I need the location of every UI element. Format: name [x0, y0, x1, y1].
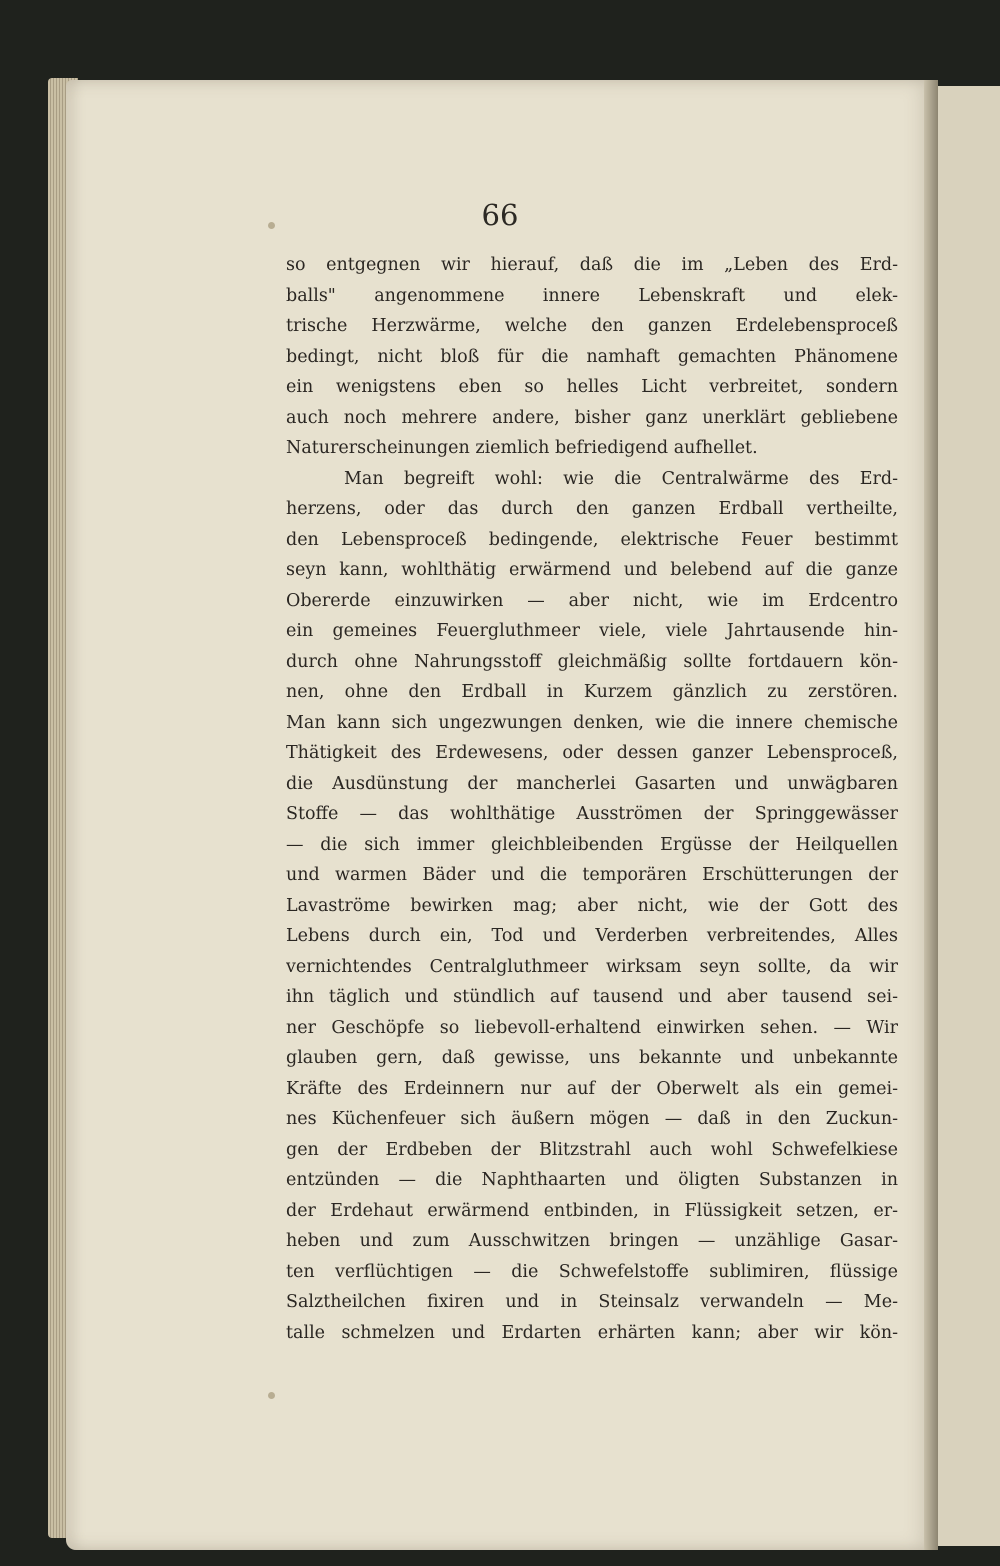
text-line: gen der Erdbeben der Blitzstrahl auch wohl Schwefelkiese	[286, 1139, 898, 1160]
text-line: talle schmelzen und Erdarten erhärten kann; aber wir kön-	[286, 1322, 898, 1343]
text-line: Kräfte des Erdeinnern nur auf der Oberwelt als ein gemei-	[286, 1078, 898, 1099]
text-line: heben und zum Ausschwitzen bringen — unzählige Gasar-	[286, 1231, 898, 1251]
text-line: ein gemeines Feuergluthmeer viele, viele Jahrtausende hin-	[286, 621, 898, 641]
text-line: Salztheilchen fixiren und in Steinsalz verwandeln — Me-	[286, 1292, 898, 1312]
text-line: so entgegnen wir hierauf, daß die im „Leben des Erd-	[286, 255, 898, 275]
text-line: Naturerscheinungen ziemlich befriedigend aufhellet.	[286, 438, 758, 458]
text-line: seyn kann, wohlthätig erwärmend und belebend auf die ganze	[286, 560, 898, 580]
text-line: durch ohne Nahrungsstoff gleichmäßig sollte fortdauern kön-	[286, 651, 898, 672]
text-line: ihn täglich und stündlich auf tausend und aber tausend sei-	[286, 987, 898, 1007]
text-line: Stoffe — das wohlthätige Ausströmen der Springgewässer	[286, 804, 898, 824]
text-line: auch noch mehrere andere, bisher ganz unerklärt gebliebene	[286, 407, 898, 428]
body-text	[286, 250, 898, 1348]
text-line: ner Geschöpfe so liebevoll-erhaltend einwirken sehen. — Wir	[286, 1017, 898, 1038]
text-line: vernichtendes Centralgluthmeer wirksam seyn sollte, da wir	[286, 956, 898, 977]
book-gutter	[924, 80, 938, 1550]
text-line: Obererde einzuwirken — aber nicht, wie im Erdcentro	[286, 590, 898, 611]
text-line: ten verflüchtigen — die Schwefelstoffe sublimiren, flüssige	[286, 1261, 898, 1282]
paper-spot	[268, 1392, 275, 1399]
text-line: trische Herzwärme, welche den ganzen Erdelebensproceß	[286, 316, 898, 336]
text-line: ein wenigstens eben so helles Licht verbreitet, sondern	[286, 377, 898, 397]
text-line: herzens, oder das durch den ganzen Erdball vertheilte,	[286, 499, 898, 519]
text-line: und warmen Bäder und die temporären Erschütterungen der	[286, 865, 898, 885]
text-line: nes Küchenfeuer sich äußern mögen — daß in den Zuckun-	[286, 1109, 898, 1129]
text-line: Man kann sich ungezwungen denken, wie die innere chemische	[286, 712, 898, 733]
text-line: glauben gern, daß gewisse, uns bekannte und unbekannte	[286, 1048, 898, 1068]
text-line: die Ausdünstung der mancherlei Gasarten und unwägbaren	[286, 773, 898, 794]
text-line: den Lebensproceß bedingende, elektrische Feuer bestimmt	[286, 529, 898, 550]
text-line: bedingt, nicht bloß für die namhaft gemachten Phänomene	[286, 346, 898, 367]
text-line: Thätigkeit des Erdewesens, oder dessen ganzer Lebensproceß,	[286, 743, 898, 763]
text-line: Man begreift wohl: wie die Centralwärme des Erd-	[344, 468, 898, 489]
page-number: 66	[481, 198, 519, 232]
text-line: — die sich immer gleichbleibenden Ergüsse der Heilquellen	[286, 834, 898, 855]
facing-page-edge	[938, 86, 1000, 1546]
text-line: balls" angenommene innere Lebenskraft und elek-	[286, 285, 898, 306]
text-line: Lavaströme bewirken mag; aber nicht, wie der Gott des	[286, 895, 898, 916]
text-line: Lebens durch ein, Tod und Verderben verbreitendes, Alles	[286, 926, 898, 946]
text-line: entzünden — die Naphthaarten und öligten Substanzen in	[286, 1170, 898, 1190]
text-line: nen, ohne den Erdball in Kurzem gänzlich zu zerstören.	[286, 682, 898, 702]
text-line: der Erdehaut erwärmend entbinden, in Flüssigkeit setzen, er-	[286, 1200, 898, 1221]
